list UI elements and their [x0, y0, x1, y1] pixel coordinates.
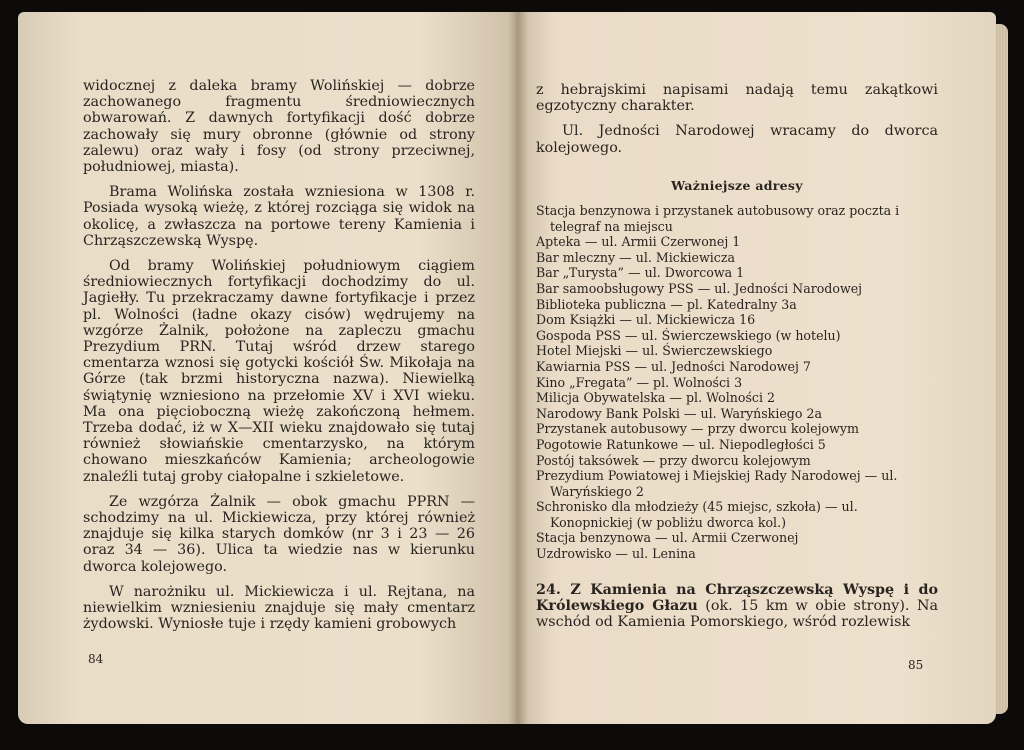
address-item: Pogotowie Ratunkowe — ul. Niepodległości 5 — [536, 436, 826, 452]
address-item: Stacja benzynowa — ul. Armii Czerwonej — [536, 530, 799, 546]
address-item: Gospoda PSS — ul. Świerczewskiego (w hotelu) — [536, 327, 841, 343]
address-item: Kino „Fregata” — pl. Wolności 3 — [536, 374, 743, 390]
page-number-right: 85 — [908, 658, 924, 672]
paragraph: Od bramy Wolińskiej południowym ciągiem średniowiecznych fortyfikacji dochodzimy do ul. Jagiełły. Tu przekraczamy dawne fortyfikacje i przez pl. Wolności (ładne okazy cisów) wędrujemy na wzgórze Żalnik, położone na zapleczu gmachu Prezydium PRN. Tutaj wśród drzew starego cmentarza wznosi się gotycki kościół Św. Mikołaja na Górze (tak brzmi historyczna nazwa). Niewielką świątynię wzniesiono na przełomie XV i XVI wieku. Ma ona pięcioboczną wieżę zakończoną hełmem. Trzeba dodać, iż w X—XII wieku znajdowało się tutaj również słowiańskie cmentarzysko, na którym chowano mieszkańców Kamienia; archeologowie znaleźli tutaj groby ciałopalne i szkieletowe. — [83, 258, 475, 485]
address-item: Uzdrowisko — ul. Lenina — [536, 546, 696, 562]
left-page — [18, 12, 518, 724]
book-gutter — [508, 12, 528, 724]
route-heading: 24. Z Kamienia na Chrząszczewską Wyspę i do Królewskiego Głazu — [536, 581, 938, 614]
left-text-column — [83, 78, 475, 642]
address-item: Stacja benzynowa i przystanek autobusowy oraz poczta i telegraf na miejscu — [536, 203, 900, 234]
address-item: Dom Książki — ul. Mickiewicza 16 — [536, 312, 756, 328]
paragraph: widocznej z daleka bramy Wolińskiej — dobrze zachowanego fragmentu średniowiecznych obwarowań. Z dawnych fortyfikacji dość dobrze zachowały się mury obronne (głównie od strony zalewu) oraz wały i fosy (od strony przeciwnej, południowej, miasta). — [83, 78, 475, 176]
address-item: Kawiarnia PSS — ul. Jedności Narodowej 7 — [536, 358, 811, 374]
route-text: (ok. 15 km w obie strony). Na wschód od Kamienia Pomorskiego, wśród rozlewisk — [536, 597, 938, 631]
address-item: Bar mleczny — ul. Mickiewicza — [536, 249, 735, 265]
address-item: Hotel Miejski — ul. Świerczewskiego — [536, 343, 773, 359]
address-item: Postój taksówek — przy dworcu kolejowym — [536, 452, 811, 468]
page-number-left: 84 — [88, 652, 104, 666]
paragraph: W narożniku ul. Mickiewicza i ul. Rejtana, na niewielkim wzniesieniu znajduje się mały cmentarz żydowski. Wyniosłe tuje i rzędy kamieni grobowych — [83, 583, 475, 633]
address-list — [536, 203, 938, 562]
route-paragraph — [536, 582, 938, 631]
paragraph: Brama Wolińska została wzniesiona w 1308 r. Posiada wysoką wieżę, z której rozciąga się widok na okolicę, a zwłaszcza na portowe tereny Kamienia i Chrząszczewską Wyspę. — [83, 184, 475, 249]
address-item: Apteka — ul. Armii Czerwonej 1 — [536, 234, 741, 250]
address-item: Przystanek autobusowy — przy dworcu kolejowym — [536, 421, 859, 437]
address-item: Schronisko dla młodzieży (45 miejsc, szkoła) — ul. Konopnickiej (w pobliżu dworca kol.) — [536, 499, 858, 530]
address-item: Bar „Turysta” — ul. Dworcowa 1 — [536, 265, 745, 281]
right-page — [516, 12, 996, 724]
paragraph: Ze wzgórza Żalnik — obok gmachu PPRN — schodzimy na ul. Mickiewicza, przy której również znajduje się kilka starych domków (nr 3 i 23 — 26 oraz 34 — 36). Ulica ta wiedzie nas w kierunku dworca kolejowego. — [83, 493, 475, 575]
address-item: Prezydium Powiatowej i Miejskiej Rady Narodowej — ul. Waryńskiego 2 — [536, 468, 898, 499]
address-item: Biblioteka publiczna — pl. Katedralny 3a — [536, 296, 797, 312]
paragraph: Ul. Jedności Narodowej wracamy do dworca kolejowego. — [536, 123, 938, 156]
right-text-column — [536, 82, 938, 639]
address-item: Narodowy Bank Polski — ul. Waryńskiego 2a — [536, 405, 822, 421]
addresses-heading: Ważniejsze adresy — [671, 177, 803, 193]
address-item: Bar samoobsługowy PSS — ul. Jedności Narodowej — [536, 280, 863, 296]
paragraph: z hebrajskimi napisami nadają temu zakątkowi egzotyczny charakter. — [536, 82, 938, 115]
address-item: Milicja Obywatelska — pl. Wolności 2 — [536, 390, 776, 406]
